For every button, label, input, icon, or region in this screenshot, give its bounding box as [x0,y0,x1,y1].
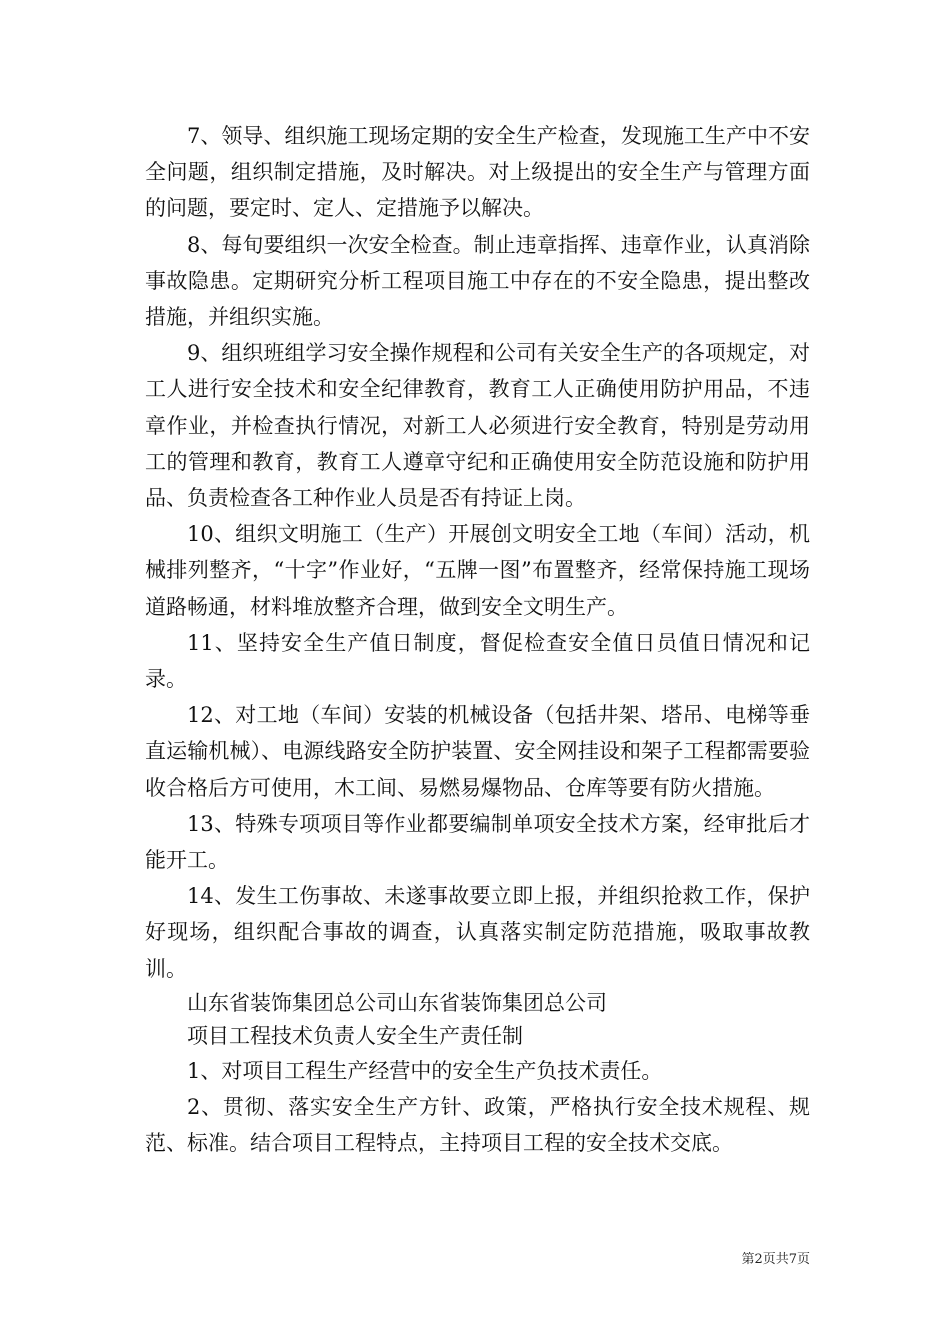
paragraph-item-13: 13、特殊专项项目等作业都要编制单项安全技术方案，经审批后才能开工。 [145,811,810,873]
paragraph-item-14: 14、发生工伤事故、未遂事故要立即上报，并组织抢救工作，保护好现场，组织配合事故的调查，认真落实制定防范措施，吸取事故教训。 [145,884,810,981]
paragraph-item-10: 10、组织文明施工（生产）开展创文明安全工地（车间）活动，机械排列整齐，“十字”作业好，“五牌一图”布置整齐，经常保持施工现场道路畅通，材料堆放整齐合理，做到安全文明生产。 [145,522,810,619]
paragraph-item-11: 11、坚持安全生产值日制度，督促检查安全值日员值日情况和记录。 [145,630,810,692]
document-body [145,118,810,1161]
paragraph-item-8: 8、每旬要组织一次安全检查。制止违章指挥、违章作业，认真消除事故隐患。定期研究分析工程项目施工中存在的不安全隐患，提出整改措施，并组织实施。 [145,232,810,330]
paragraph-item-12: 12、对工地（车间）安装的机械设备（包括井架、塔吊、电梯等垂直运输机械）、电源线路安全防护装置、安全网挂设和架子工程都需要验收合格后方可使用，木工间、易燃易爆物品、仓库等要有防火措施。 [145,703,810,800]
paragraph-item-7: 7、领导、组织施工现场定期的安全生产检查，发现施工生产中不安全问题，组织制定措施，及时解决。对上级提出的安全生产与管理方面的问题，要定时、定人、定措施予以解决。 [145,124,810,221]
section-title: 项目工程技术负责人安全生产责任制 [187,1023,523,1048]
page-number: 第2页共7页 [741,1252,810,1267]
paragraph-item-9: 9、组织班组学习安全操作规程和公司有关安全生产的各项规定，对工人进行安全技术和安全纪律教育，教育工人正确使用防护用品，不违章作业，并检查执行情况，对新工人必须进行安全教育，特别是劳动用工的管理和教育，教育工人遵章守纪和正确使用安全防范设施和防护用品、负责检查各工种作业人员是否有持证上岗。 [145,341,810,511]
company-line: 山东省装饰集团总公司山东省装饰集团总公司 [187,990,607,1015]
section-paragraph-2: 2、贯彻、落实安全生产方针、政策，严格执行安全技术规程、规范、标准。结合项目工程特点，主持项目工程的安全技术交底。 [145,1095,810,1156]
section-paragraph-1: 1、对项目工程生产经营中的安全生产负技术责任。 [187,1058,663,1083]
